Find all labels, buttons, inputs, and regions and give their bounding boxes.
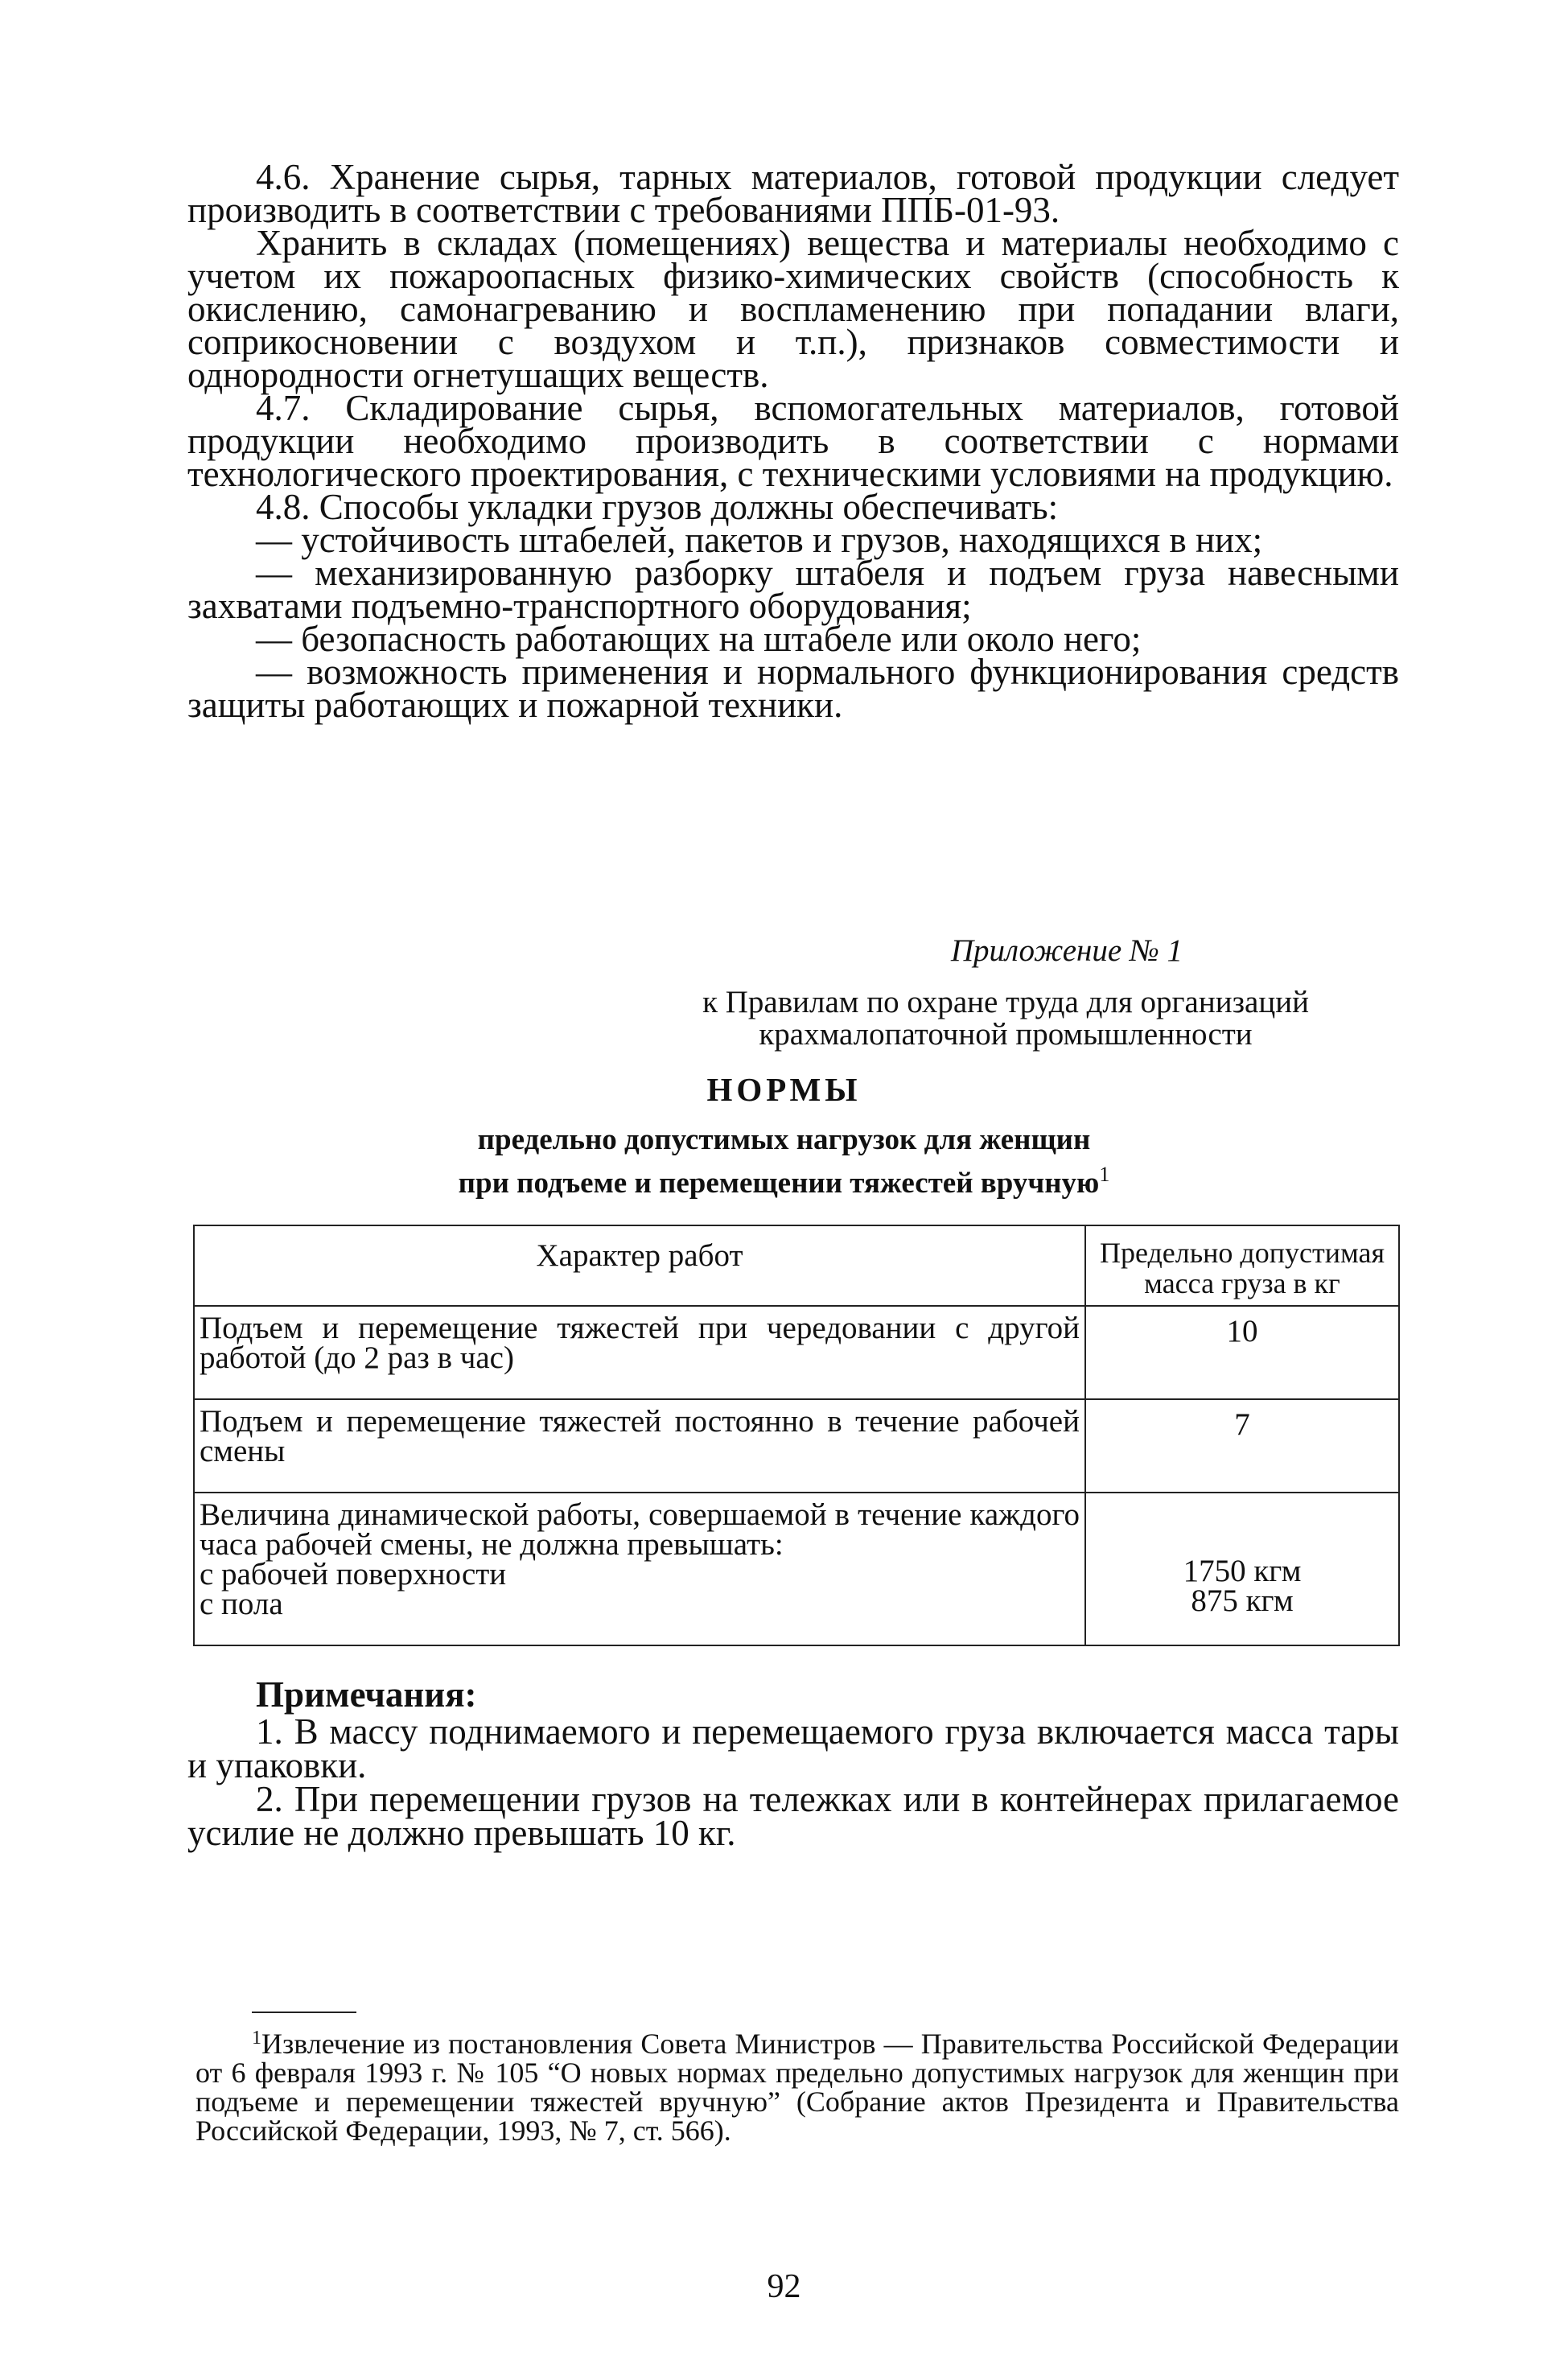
table-cell-line-surface: с рабочей поверхности bbox=[200, 1557, 507, 1592]
footnote-divider bbox=[252, 2012, 356, 2013]
table-cell-value bbox=[1085, 1493, 1399, 1645]
paragraph-4-6: 4.6. Хранение сырья, тарных материалов, готовой продукции следует производить в соответствии с требованиями ППБ-01-93. bbox=[187, 157, 1399, 230]
table-cell-work-type: Подъем и перемещение тяжестей при чередовании с другой работой (до 2 раз в час) bbox=[194, 1306, 1085, 1399]
note-item: 2. При перемещении грузов на тележках или в контейнерах прилагаемое усилие не должно превышать 10 кг. bbox=[187, 1779, 1399, 1853]
table-cell-line-floor: с пола bbox=[200, 1587, 283, 1621]
norms-subtitle-line-1: предельно допустимых нагрузок для женщин bbox=[477, 1123, 1091, 1156]
norms-table bbox=[193, 1225, 1400, 1646]
table-cell-work-type bbox=[194, 1493, 1085, 1645]
table-header-max-mass: Предельно допустимая масса груза в кг bbox=[1085, 1225, 1399, 1306]
table-header-row bbox=[194, 1225, 1399, 1306]
list-item-stability: — устойчивость штабелей, пакетов и грузов, находящихся в них; bbox=[256, 520, 1263, 560]
footnote-mark: 1 bbox=[252, 2028, 261, 2049]
footnote-paragraph bbox=[195, 2024, 1399, 2145]
norms-subtitle bbox=[0, 1122, 1568, 1200]
paragraph-4-8: 4.8. Способы укладки грузов должны обеспечивать: bbox=[256, 487, 1059, 527]
table-row bbox=[194, 1306, 1399, 1399]
paragraph-storage: Хранить в складах (помещениях) вещества и материалы необходимо с учетом их пожароопасных физико-химических свойств (способность к окислению, самонагреванию и воспламенению при попадании влаги, соприкосновении с воздухом и т.п.), признаков совместимости и однородности огнетушащих веществ. bbox=[187, 223, 1399, 395]
appendix-line-2: крахмалопаточной промышленности bbox=[759, 1017, 1253, 1052]
paragraph-4-7: 4.7. Складирование сырья, вспомогательных материалов, готовой продукции необходимо производить в соответствии с нормами технологического проектирования, с техническими условиями на продукцию. bbox=[187, 388, 1399, 494]
table-cell-work-type: Подъем и перемещение тяжестей постоянно в течение рабочей смены bbox=[194, 1399, 1085, 1493]
table-header-work-type: Характер работ bbox=[194, 1225, 1085, 1306]
list-item-safety: — безопасность работающих на штабеле или около него; bbox=[256, 619, 1142, 659]
norms-subtitle-line-2 bbox=[0, 1157, 1568, 1200]
appendix-title: Приложение № 1 bbox=[950, 933, 1183, 968]
list-item-protection: — возможность применения и нормального функционирования средств защиты работающих и пожарной техники. bbox=[187, 652, 1399, 725]
appendix-header bbox=[611, 935, 1400, 1051]
table-row bbox=[194, 1493, 1399, 1645]
table-cell-value: 10 bbox=[1085, 1306, 1399, 1399]
norms-title: НОРМЫ bbox=[706, 1071, 862, 1108]
notes-section bbox=[187, 1674, 1399, 1853]
body-text bbox=[187, 157, 1399, 725]
table-cell-value-surface: 1750 кгм bbox=[1183, 1554, 1302, 1588]
table-cell-value: 7 bbox=[1085, 1399, 1399, 1493]
footnote-text: Извлечение из постановления Совета Министров — Правительства Российской Федерации от 6 февраля 1993 г. № 105 “О новых нормах предельно допустимых нагрузок для женщин при подъеме и перемещении тяжестей вручную” (Собрание актов Президента и Правительства Российской Федерации, 1993, № 7, ст. 566). bbox=[195, 2028, 1399, 2147]
table-cell-line-dynamic: Величина динамической работы, совершаемой в течение каждого часа рабочей смены, не должна превышать: bbox=[200, 1497, 1080, 1562]
notes-heading: Примечания: bbox=[256, 1674, 477, 1715]
table-cell-value-floor: 875 кгм bbox=[1191, 1583, 1294, 1618]
appendix-line-1: к Правилам по охране труда для организаций bbox=[702, 985, 1309, 1019]
footnote-reference: 1 bbox=[1099, 1163, 1110, 1186]
norms-subtitle-line-2-text: при подъеме и перемещении тяжестей вручную bbox=[458, 1167, 1100, 1200]
page-number: 92 bbox=[767, 2268, 801, 2305]
table-row bbox=[194, 1399, 1399, 1493]
list-item-mechanized: — механизированную разборку штабеля и подъем груза навесными захватами подъемно-транспортного оборудования; bbox=[187, 553, 1399, 626]
note-item: 1. В массу поднимаемого и перемещаемого груза включается масса тары и упаковки. bbox=[187, 1711, 1399, 1785]
footnote bbox=[195, 2024, 1399, 2145]
